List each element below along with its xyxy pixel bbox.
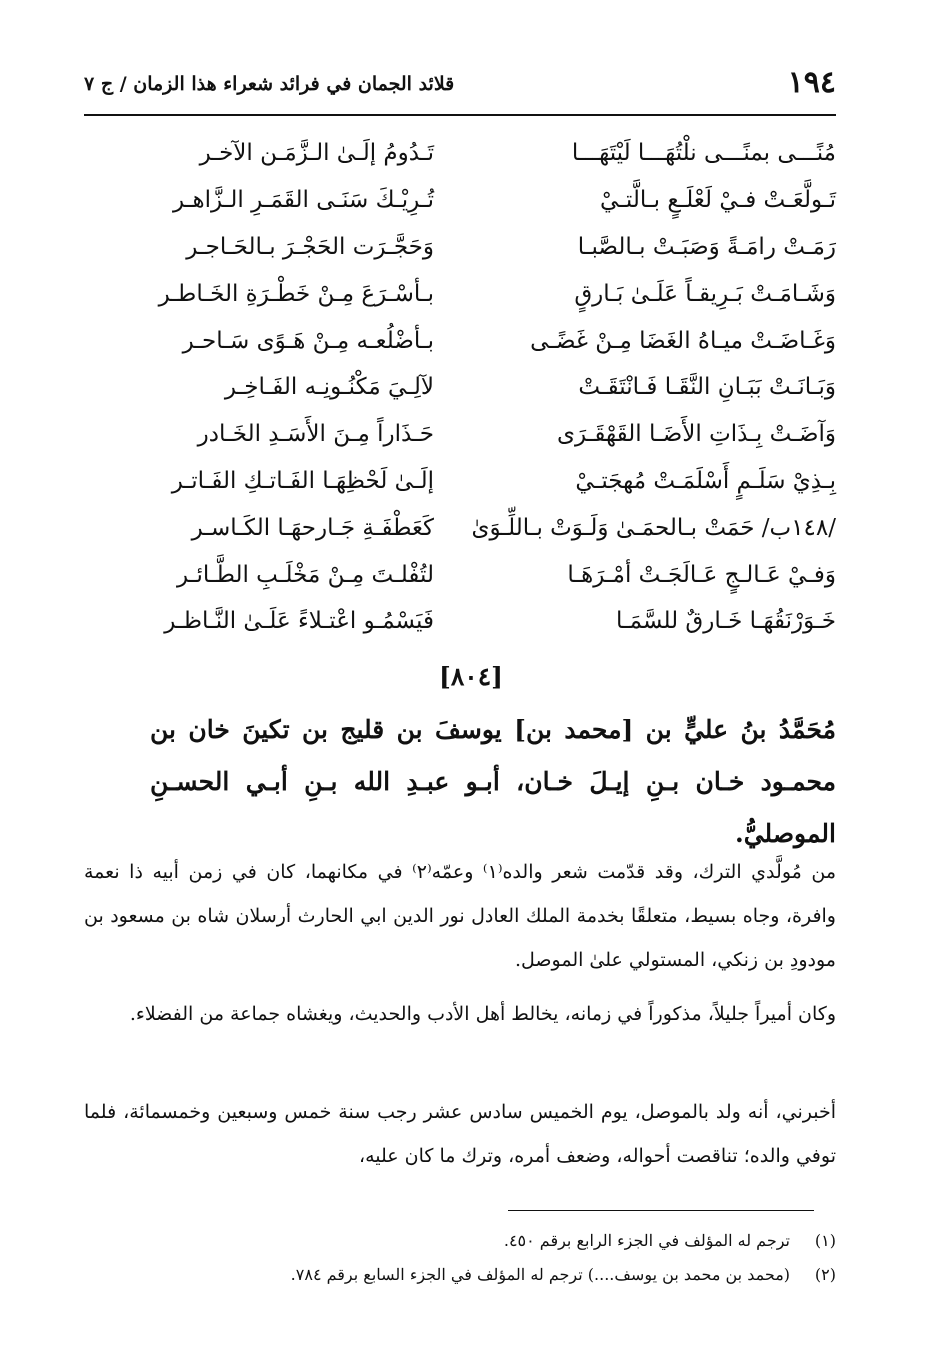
verse-second-hemistich: لتُفْلـتَ مِـنْ مَخْلَـبِ الطَّـائـر [177, 561, 434, 588]
verse [84, 504, 836, 551]
verse-first-hemistich: تَـولَّعَـتْ فـيْ لَعْلَـعٍ بـالَّتـيْ [600, 187, 836, 214]
verse-first-hemistich: وَغَـاضَـتْ ميـاهُ الغَضَا مِـنْ غَضًـى [530, 327, 836, 354]
running-title: قلائد الجمان في فرائد شعراء هذا الزمان / ج ٧ [84, 73, 455, 95]
poem [84, 130, 836, 645]
verse [84, 364, 836, 411]
verse [84, 317, 836, 364]
footnote-number: (٢) [814, 1265, 836, 1284]
verse [84, 411, 836, 458]
page-number: ١٩٤ [787, 65, 836, 100]
body-paragraph: وكان أميراً جليلاً، مذكوراً في زمانه، يخالط أهل الأدب والحديث، ويغشاه جماعة من الفضلاء. [129, 1003, 836, 1025]
verse-second-hemistich: حَـذَاراً مِـنَ الأَسَـدِ الخَـادر [197, 421, 434, 448]
header-divider [84, 114, 836, 116]
verse-second-hemistich: كَعَطْفَـةِ جَـارحهَـا الكَـاسـر [191, 514, 434, 541]
body-paragraph: أخبرني، أنه ولد بالموصل، يوم الخميس سادس عشر رجب سنة خمس وسبعين وخمسمائة، فلما توفي والده؛ تناقصت أحواله، وضعف أمره، وترك ما كان عليه، [84, 1101, 836, 1167]
verse-second-hemistich: فَيَسْمُـو اعْتـلاءً عَلَـىٰ النَّـاظـر [164, 608, 434, 635]
verse-first-hemistich: خَـوَرْنَقُهَـا خَـارقٌ للسَّمَـا [615, 608, 836, 635]
verse-first-hemistich: وَفـيْ عَـالـجٍ عَـالَجَـتْ أمْـرَهَـا [567, 561, 836, 588]
entry-heading: مُحَمَّدُ بنُ عليٍّ بن [محمد بن] يوسفَ بن قليج بن تكينَ خان بن محمـود خـان بـنِ إيـلَ خـان، أبـو عبـدِ الله بـنِ أبـي الحسـنِ الموصليُّ. [150, 715, 836, 848]
footnote-divider [508, 1210, 814, 1211]
footnote [84, 1224, 836, 1258]
verse-first-hemistich: بِـذِيْ سَلَـمٍ أَسْلَمَـتْ مُهجَتـيْ [575, 467, 836, 494]
verse-first-hemistich: مُنًـــى بمنًـــى نلْتُهَـــا لَيْتَهَـــا [571, 140, 836, 167]
verse-second-hemistich: تُـرِيْـكَ سَنَـى القَمَـرِ الـزَّاهـر [173, 187, 434, 214]
verse-second-hemistich: بـأسْـرَعَ مِـنْ خَطْـرَةِ الخَـاطـر [158, 280, 434, 307]
verse-second-hemistich: تَـدُومُ إلَـىٰ الـزَّمَـن الآخـر [199, 140, 434, 167]
footnote-number: (١) [814, 1231, 836, 1250]
verse-second-hemistich: إلَـىٰ لَحْظِهَـا الفَـاتـكِ الفَـاتـر [171, 467, 434, 494]
verse-first-hemistich: /١٤٨ب/ حَمَتْ بـالحمَـىٰ وَلَـوَتْ بـاللِّـوَىٰ [471, 514, 836, 541]
verse [84, 598, 836, 645]
verse [84, 177, 836, 224]
verse-first-hemistich: وَشَـامَـتْ بَـرِيقـاً عَلَـىٰ بَـارقٍ [574, 280, 836, 307]
footnote [84, 1258, 836, 1292]
footnotes [84, 1224, 836, 1292]
verse [84, 458, 836, 505]
verse-second-hemistich: لآلِـيَ مَكْنُـونِـه الفَـاخِـر [224, 374, 434, 401]
verse [84, 270, 836, 317]
verse-second-hemistich: بـأضْلُعـه مِـنْ هَـوًى سَـاحـر [182, 327, 434, 354]
verse [84, 551, 836, 598]
verse [84, 130, 836, 177]
verse-second-hemistich: وَحَجَّـرَت الحَجْـرَ بـالحَـاجـر [186, 233, 434, 260]
footnote-text: ترجم له المؤلف في الجزء الرابع برقم ٤٥٠. [503, 1231, 790, 1250]
footnote-text: (محمد بن محمد بن يوسف....) ترجم له المؤلف في الجزء السابع برقم ٧٨٤. [290, 1265, 790, 1284]
body-paragraph: من مُولَّدي الترك، وقد قدّمت شعر والده⁽١⁾ وعمّه⁽٢⁾ في مكانهما، كان في زمن أبيه ذا نعمة وافرة، وجاه بسيط، متعلقًا بخدمة الملك العادل نور الدين ابي الحارث أرسلان شاه بن مسعود بن مودودِ بن زنكي، المستولي علىٰ الموصل. [84, 861, 837, 971]
verse [84, 224, 836, 271]
verse-first-hemistich: وَبَـانَـتْ بَبَـانِ النَّقَـا فَـانْتَقَـتْ [578, 374, 836, 401]
page-header [84, 58, 836, 98]
entry-number: [٨٠٤] [439, 662, 503, 691]
verse-first-hemistich: رَمَـتْ رامَـةً وَصَبَـتْ بـالصَّبـا [577, 233, 836, 260]
verse-first-hemistich: وَآضَـتْ بِـذَاتِ الأَضَـا القَهْقَـرَى [556, 421, 836, 448]
